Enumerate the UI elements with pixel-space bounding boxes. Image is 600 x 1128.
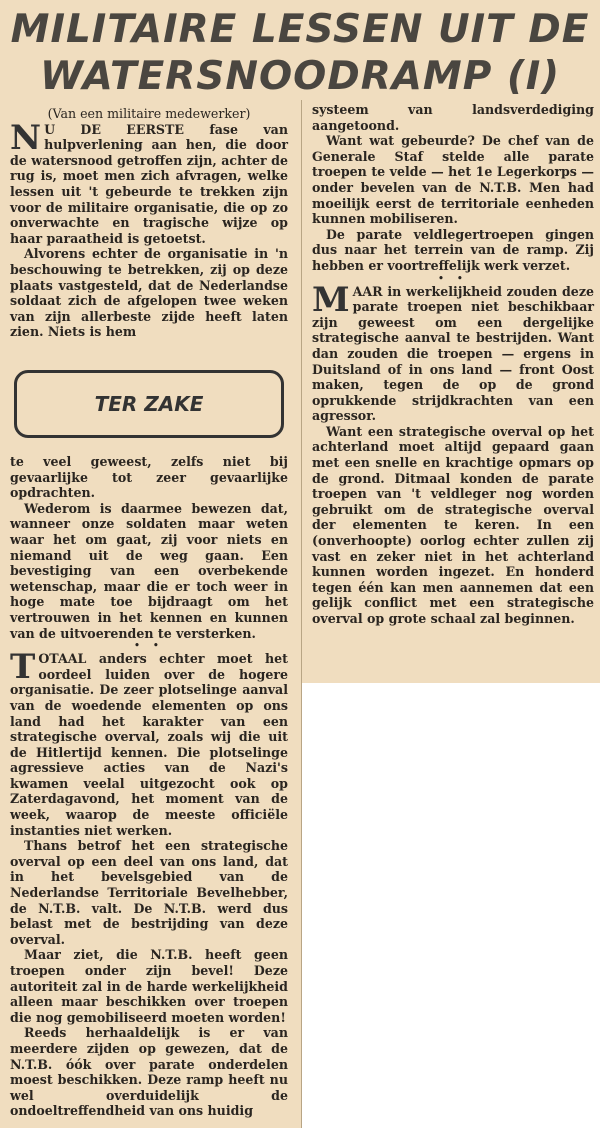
paragraph-5: [10, 647, 288, 838]
paragraph-6: Thans betrof het een strategische overval op een deel van ons land, dat in het bevelsgebied van de Nederlandse Territoriale Bevelhebber, de N.T.B. valt. De N.T.B. werd dus belast met de bestrijding van deze overval.: [10, 838, 288, 947]
section-separator: • •: [134, 641, 164, 652]
ter-zake-box: [14, 370, 284, 438]
column-1-bottom: [10, 454, 288, 1119]
byline: (Van een militaire medewerker): [47, 106, 251, 121]
col2-paragraph-1: systeem van landsverdediging aangetoond.: [312, 102, 594, 133]
headline-line-1: MILITAIRE LESSEN UIT DE: [10, 7, 590, 52]
col2-paragraph-3: De parate veldlegertroepen gingen dus naar het terrein van de ramp. Zij hebben er voortreffelijk werk verzet.: [312, 226, 594, 273]
paragraph-4: Wederom is daarmee bewezen dat, wanneer onze soldaten maar weten waar het om gaat, zij voor niets en niemand uit de weg gaan. Een bevestiging van een overbekende wetenschap, maar die er toch weer in hoge mate toe bijdraagt om het vertrouwen in het kennen en kunnen van de uitvoerenden te versterken.: [10, 500, 288, 641]
col2-paragraph-4-text: AAR in werkelijkheid zouden deze parate troepen niet beschikbaar zijn geweest om een dergelijke strategische aanval te bestrijden. Want dan zouden die troepen — ergens in Duitsland of in ons land — front Oost maken, tegen de op de grond oprukkende strijdkrachten van een agressor.: [312, 283, 594, 424]
column-1-top: [10, 106, 288, 340]
col2-paragraph-2: Want wat gebeurde? De chef van de Generale Staf stelde alle parate troepen te velde — het 1e Legerkorps — onder bevelen van de N.T.B. Men had moeilijk eerst de territoriale eenheden kunnen mobiliseren.: [312, 133, 594, 227]
paragraph-3: te veel geweest, zelfs niet bij gevaarlijke tot zeer gevaarlijke opdrachten.: [10, 454, 288, 501]
headline-line-2: WATERSNOODRAMP (I): [39, 54, 561, 99]
paragraph-2: Alvorens echter de organisatie in 'n beschouwing te betrekken, zij op deze plaats vastgesteld, dat de Nederlandse soldaat zich de afgelopen twee weken van zijn allerbeste zijde heeft laten zien. Niets is hem: [10, 246, 288, 340]
paragraph-1: [10, 117, 288, 247]
box-title: TER ZAKE: [94, 392, 204, 416]
col2-paragraph-4: [312, 279, 594, 424]
drop-cap-t: T: [10, 647, 36, 688]
col2-section-separator: • •: [438, 273, 468, 284]
headline: [0, 6, 600, 100]
drop-cap-n: N: [10, 117, 42, 158]
paragraph-5-text: OTAAL anders echter moet het oordeel luiden over de hogere organisatie. De zeer plotselinge aanval van de woedende elementen op ons land had het karakter van een strategische overval, zoals wij die uit de Hitlertijd kennen. Die plotselinge agressieve acties van de Nazi's kwamen veelal uitgezocht ook op Zaterdagavond, het moment van de week, waarop de meeste officiële instanties niet werken.: [10, 651, 288, 838]
column-2: [312, 102, 594, 627]
paragraph-8: Reeds herhaaldelijk is er van meerdere zijden op gewezen, dat de N.T.B. óók over parate onderdelen moest beschikken. Deze ramp heeft nu wel overduidelijk de ondoeltreffendheid van ons huidig: [10, 1025, 288, 1119]
paragraph-7: Maar ziet, die N.T.B. heeft geen troepen onder zijn bevel! Deze autoriteit zal in de harde werkelijkheid alleen maar beschikken over troepen die nog gemobiliseerd moeten worden!: [10, 947, 288, 1025]
col2-paragraph-5: Want een strategische overval op het achterland moet altijd gepaard gaan met een snelle en krachtige opmars op de grond. Ditmaal konden de parate troepen van 't veldleger nog worden gebruikt om de strategische overval der elementen te keren. In een (onverhoopte) oorlog echter zullen zij vast en zeker niet in het achterland kunnen worden ingezet. En honderd tegen één kan men aannemen dat een gelijk conflict met een strategische overval op grote schaal zal beginnen.: [312, 423, 594, 626]
drop-cap-m: M: [312, 279, 350, 320]
paragraph-1-text: U DE EERSTE fase van hulpverlening aan hen, die door de watersnood getroffen zijn, achter de rug is, moet men zich afvragen, welke lessen uit 't gebeurde te trekken zijn voor de militaire organisatie, die op zo onverwachte en tragische wijze op haar paraatheid is getoetst.: [10, 121, 288, 246]
column-divider: [301, 100, 302, 1128]
